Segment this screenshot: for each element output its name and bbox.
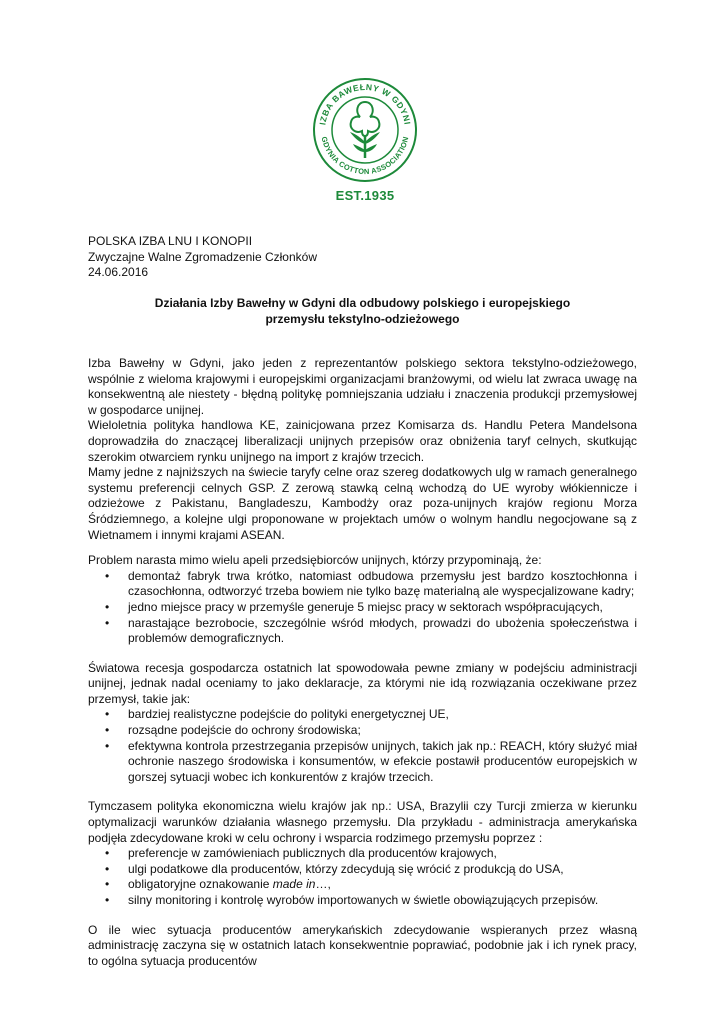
cotton-logo-icon <box>312 76 418 188</box>
bullet-icon: • <box>105 861 110 876</box>
document-date: 24.06.2016 <box>88 265 149 279</box>
section3-list <box>88 846 637 908</box>
title-line-2: przemysłu tekstylno-odzieżowego <box>265 311 460 326</box>
intro-paragraph-2: Wieloletnia polityka handlowa KE, zainicjowana przez Komisarza ds. Handlu Petera Mandelsona doprowadziła do znaczącej liberalizacji unijnych przepisów oraz obniżenia taryf celnych, skutkując szerokim otwarciem rynku unijnego na import z krajów trzecich. <box>88 418 637 464</box>
logo-bottom-text: GDYNIA COTTON ASSOCIATION <box>319 135 411 177</box>
bullet-icon: • <box>105 615 110 630</box>
logo-top-text: IZBA BAWEŁNY W GDYNI <box>317 81 413 126</box>
document-body <box>88 356 637 969</box>
bullet-icon: • <box>105 723 110 738</box>
list-item: • demontaż fabryk trwa krótko, natomiast odbudowa przemysłu jest bardzo kosztochłonna i czasochłonna, odtworzyć trzeba bowiem nie tylko bazę materialną ale wyspecjalizowane kadry; <box>105 568 637 599</box>
list-item: • ulgi podatkowe dla producentów, którzy zdecydują się wrócić z produkcją do USA, <box>105 861 564 876</box>
list-item: • efektywna kontrola przestrzegania przepisów unijnych, takich jak np.: REACH, który służyć miał ochronie naszego środowiska i konsumentów, w efekcie postawił producentów europejskich w gorszej sytuacji wobec ich konkurentów z krajów trzecich. <box>105 738 637 784</box>
organization-name: POLSKA IZBA LNU I KONOPII <box>88 234 253 248</box>
document-title <box>88 296 637 327</box>
svg-text:IZBA BAWEŁNY W GDYNI <box>317 82 412 126</box>
bullet-icon: • <box>105 568 110 583</box>
list-item: • obligatoryjne oznakowanie made in…, <box>105 877 331 892</box>
section1-list <box>88 569 637 647</box>
bullet-icon: • <box>105 599 110 614</box>
title-line-1: Działania Izby Bawełny w Gdyni dla odbudowy polskiego i europejskiego <box>154 296 571 310</box>
document-header <box>88 234 317 281</box>
meeting-name: Zwyczajne Walne Zgromadzenie Członków <box>88 249 317 264</box>
bullet-icon: • <box>105 738 110 753</box>
section3-lead: Tymczasem polityka ekonomiczna wielu krajów jak np.: USA, Brazylii czy Turcji zmierza w kierunku optymalizacji warunków działania własnego przemysłu. Dla przykładu - administracja amerykańska podjęła zdecydowane kroki w celu ochrony i wsparcia rodzimego przemysłu poprzez : <box>88 799 637 845</box>
list-item: • preferencje w zamówieniach publicznych dla producentów krajowych, <box>105 846 497 861</box>
closing-paragraph: O ile wiec sytuacja producentów amerykańskich zdecydowanie wspieranych przez własną administrację zaczyna się w ostatnich latach konsekwentnie poprawiać, podobnie jak i ich rynek pracy, to ogólna sytuacja producentów <box>88 922 637 968</box>
bullet-icon: • <box>105 846 110 861</box>
list-item: • bardziej realistyczne podejście do polityki energetycznej UE, <box>105 707 449 722</box>
bullet-icon: • <box>105 707 110 722</box>
intro-paragraph-1: Izba Bawełny w Gdyni, jako jeden z reprezentantów polskiego sektora tekstylno-odzieżowego, wspólnie z wieloma krajowymi i europejskimi organizacjami branżowymi, od wielu lat zwraca uwagę na konsekwentną ale niestety - błędną politykę pomniejszania udziału i znaczenia produkcji przemysłowej w gospodarce unijnej. <box>88 356 637 417</box>
list-item: • rozsądne podejście do ochrony środowiska; <box>105 723 361 738</box>
section1-lead: Problem narasta mimo wielu apeli przedsiębiorców unijnych, którzy przypominają, że: <box>88 553 542 568</box>
list-item: • narastające bezrobocie, szczególnie wśród młodych, prowadzi do ubożenia społeczeństwa i problemów demograficznych. <box>105 615 637 646</box>
list-item: • jedno miejsce pracy w przemyśle generuje 5 miejsc pracy w sektorach współpracujących, <box>105 599 603 614</box>
bullet-icon: • <box>105 893 110 907</box>
bullet-icon: • <box>105 877 110 892</box>
cotton-association-logo <box>312 76 418 206</box>
section2-list <box>88 707 637 785</box>
list-item: • silny monitoring i kontrolę wyrobów importowanych w świetle obowiązujących przepisów. <box>105 893 599 907</box>
logo-est-text: EST.1935 <box>335 188 395 203</box>
section2-lead: Światowa recesja gospodarcza ostatnich lat spowodowała pewne zmiany w podejściu administracji unijnej, jednak nadal oceniamy to jako deklaracje, za którymi nie idą rozwiązania oczekiwane przez przemysł, takie jak: <box>88 660 637 706</box>
intro-paragraph-3: Mamy jedne z najniższych na świecie taryfy celne oraz szereg dodatkowych ulg w ramach generalnego systemu preferencji celnych GSP. Z zerową stawką celną wchodzą do UE wyroby włókiennicze i odzieżowe z Pakistanu, Bangladeszu, Kambodży oraz poza-unijnych krajów regionu Morza Śródziemnego, a kolejne ulgi proponowane w projektach umów o wolnym handlu negocjowane są z Wietnamem i innymi krajami ASEAN. <box>88 465 637 542</box>
